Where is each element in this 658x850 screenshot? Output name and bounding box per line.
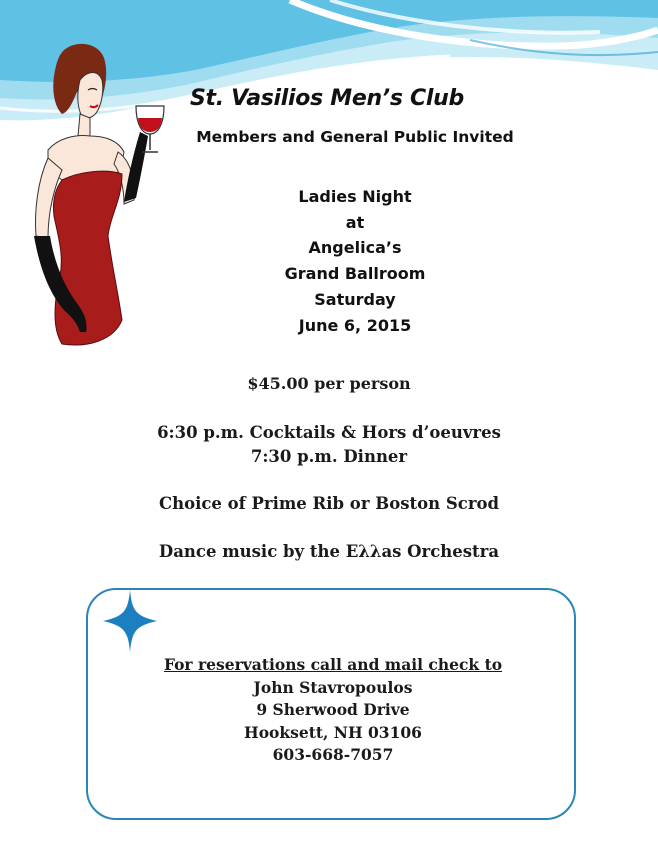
lady-wine-illustration [18, 40, 168, 365]
event-date: June 6, 2015 [298, 315, 412, 335]
reservation-info [86, 654, 580, 767]
invitation-subtitle: Members and General Public Invited [196, 128, 514, 146]
menu-choice: Choice of Prime Rib or Boston Scrod [158, 494, 500, 513]
music-info: Dance music by the Eλλas Orchestra [158, 542, 500, 561]
contact-street: 9 Sherwood Drive [256, 700, 410, 719]
reservation-heading: For reservations call and mail check to [163, 655, 503, 674]
club-title: St. Vasilios Men’s Club [190, 86, 464, 111]
venue-name: Angelica’s [308, 238, 402, 258]
event-details [230, 184, 480, 338]
event-day: Saturday [314, 289, 396, 309]
schedule-cocktails: 6:30 p.m. Cocktails & Hors d’oeuvres [157, 423, 501, 442]
contact-city: Hooksett, NH 03106 [244, 722, 422, 742]
schedule-dinner: 7:30 p.m. Dinner [250, 447, 408, 466]
event-name: Ladies Night [298, 187, 412, 206]
event-connector: at [345, 212, 365, 232]
ticket-price: $45.00 per person [247, 374, 411, 393]
four-point-star-icon [103, 590, 157, 652]
contact-phone: 603-668-7057 [272, 745, 394, 764]
venue-room: Grand Ballroom [284, 264, 426, 284]
contact-name: John Stavropoulos [253, 677, 413, 697]
